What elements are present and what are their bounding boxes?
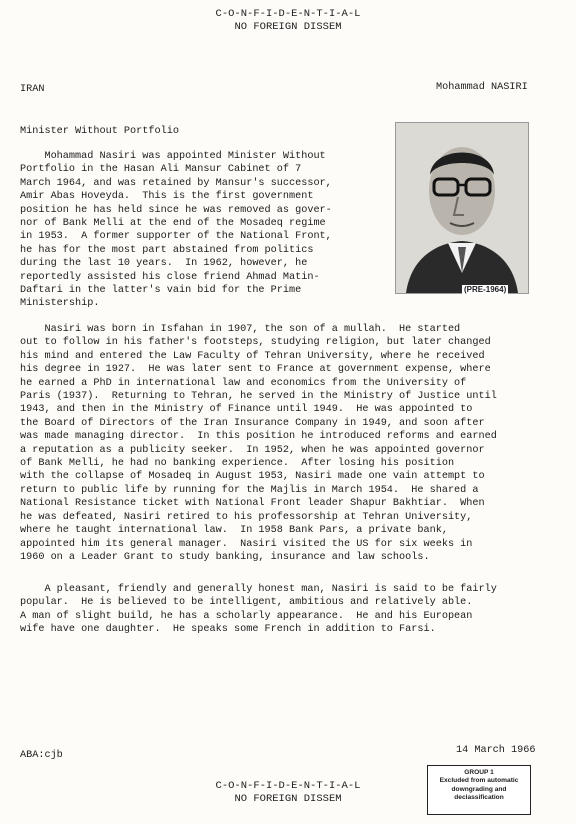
- text-line: Amir Abas Hoveyda. This is the first government: [20, 191, 314, 203]
- text-line: in 1953. A former supporter of the National Front,: [20, 231, 332, 243]
- text-line: where he taught international law. In 1958 Bank Pars, a private bank,: [20, 525, 448, 537]
- dissem-marking: NO FOREIGN DISSEM: [234, 21, 342, 33]
- text-line: Nasiri was born in Isfahan in 1907, the son of a mullah. He started: [20, 324, 461, 335]
- text-line: appointed him its general manager. Nasiri visited the US for six weeks in: [20, 538, 473, 550]
- stamp-line: Excluded from automatic: [439, 777, 519, 785]
- classification-top: [0, 8, 576, 34]
- text-line: was made managing director. In this position he introduced reforms and earned: [20, 431, 497, 443]
- text-line: position he has held since he was removed as gover-: [20, 204, 332, 216]
- text-line: he was defeated, Nasiri retired to his professorship at Tehran University,: [20, 511, 473, 523]
- text-line: out to follow in his father's footsteps, studying religion, but later changed: [20, 337, 491, 349]
- text-line: reportedly assisted his close friend Ahmad Matin-: [20, 271, 320, 283]
- text-line: wife have one daughter. He speaks some French in addition to Farsi.: [20, 624, 436, 636]
- text-line: Paris (1937). Returning to Tehran, he served in the Ministry of Justice until: [20, 391, 497, 403]
- stamp-line: declassification: [454, 794, 504, 802]
- portrait-photo: [395, 122, 529, 294]
- text-line: a reputation as a publicity seeker. In 1952, when he was appointed governor: [20, 444, 485, 456]
- paragraph-personal: [20, 583, 497, 637]
- text-line: A man of slight build, he has a scholarly appearance. He and his European: [20, 610, 473, 622]
- text-line: return to public life by running for the Majlis in March 1954. He shared a: [20, 484, 479, 496]
- text-line: Daftari in the latter's vain bid for the Prime: [20, 285, 302, 297]
- text-line: Portfolio in the Hasan Ali Mansur Cabinet of 7: [20, 164, 302, 176]
- text-line: his degree in 1927. He was later sent to France at government expense, where: [20, 364, 491, 376]
- text-line: 1943, and then in the Ministry of Finance until 1949. He was appointed to: [20, 404, 473, 416]
- paragraph-intro: [20, 150, 332, 311]
- paragraph-biography: [20, 323, 497, 564]
- dissem-marking: NO FOREIGN DISSEM: [234, 793, 342, 805]
- text-line: nor of Bank Melli at the end of the Mosadeq regime: [20, 218, 326, 230]
- text-line: popular. He is believed to be intelligent, ambitious and relatively able.: [20, 597, 473, 609]
- photo-caption: (PRE-1964): [464, 285, 507, 294]
- classification-marking: C-O-N-F-I-D-E-N-T-I-A-L: [215, 780, 361, 792]
- text-line: he has for the most part abstained from politics: [20, 244, 314, 256]
- text-line: March 1964, and was retained by Mansur's successor,: [20, 177, 332, 189]
- classification-marking: C-O-N-F-I-D-E-N-T-I-A-L: [215, 8, 361, 20]
- text-line: he earned a PhD in international law and economics from the University of: [20, 377, 467, 389]
- page-title: Minister Without Portfolio: [20, 126, 179, 137]
- stamp-line: downgrading and: [451, 785, 507, 793]
- text-line: with the collapse of Mosadeq in August 1953, Nasiri made one vain attempt to: [20, 471, 485, 483]
- text-line: 1960 on a Leader Grant to study banking, insurance and law schools.: [20, 551, 430, 563]
- country-label: IRAN: [20, 84, 45, 95]
- text-line: of Bank Melli, he had no banking experience. After losing his position: [20, 458, 455, 470]
- stamp-group: GROUP 1: [464, 769, 494, 776]
- text-line: Mohammad Nasiri was appointed Minister Without: [20, 151, 326, 162]
- text-line: the Board of Directors of the Iran Insurance Company in 1949, and soon after: [20, 417, 485, 429]
- portrait-image: [396, 123, 528, 293]
- text-line: his mind and entered the Law Faculty of Tehran University, where he received: [20, 350, 485, 362]
- text-line: during the last 10 years. In 1962, however, he: [20, 258, 308, 270]
- text-line: Ministership.: [20, 298, 100, 310]
- text-line: A pleasant, friendly and generally honest man, Nasiri is said to be fairly: [20, 584, 497, 595]
- classification-bottom: [0, 780, 576, 806]
- document-date: 14 March 1966: [456, 745, 536, 756]
- subject-name: Mohammad NASIRI: [436, 82, 528, 93]
- text-line: National Resistance ticket with National Front leader Shapur Bakhtiar. When: [20, 498, 485, 510]
- author-initials: ABA:cjb: [20, 750, 63, 761]
